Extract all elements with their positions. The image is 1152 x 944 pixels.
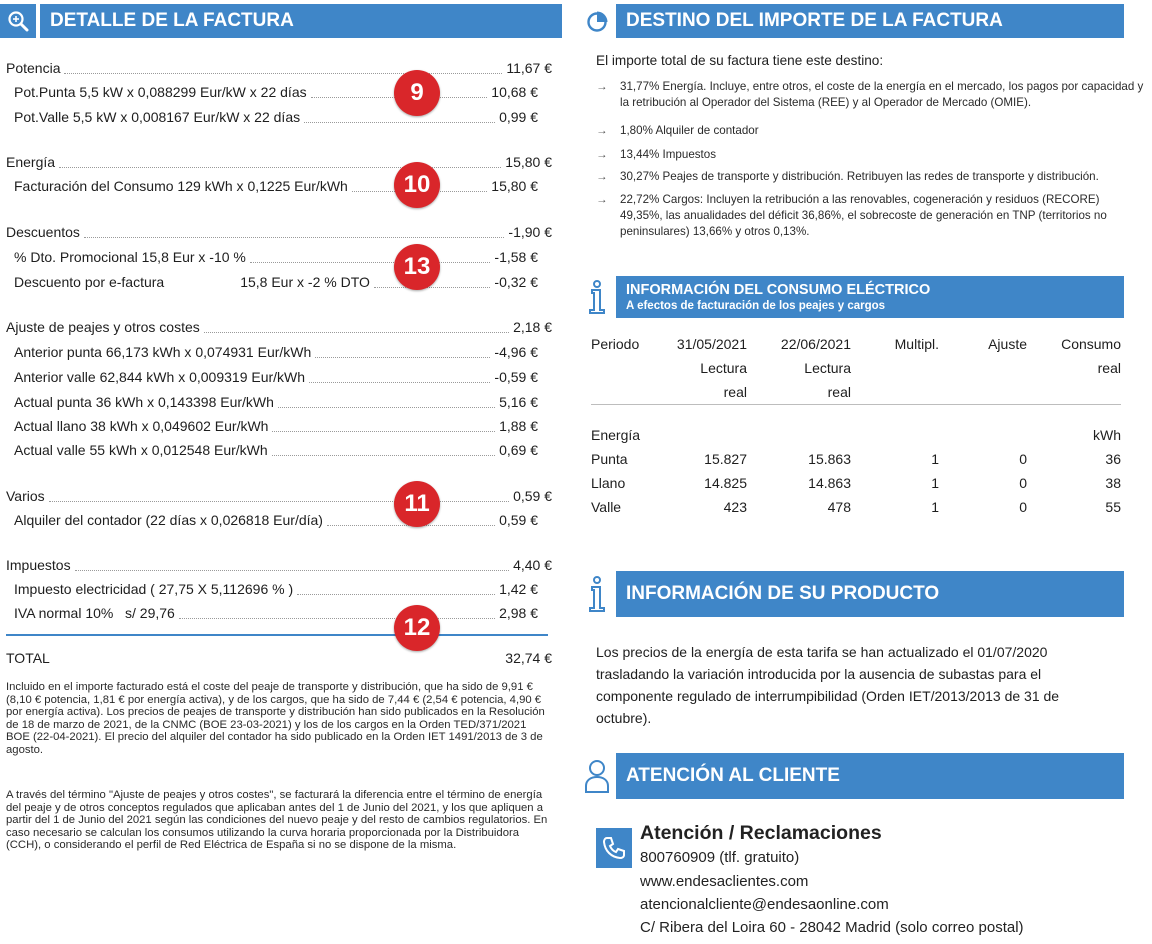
table-row: Valle 423 478 1 0 55 [591, 499, 1121, 515]
group-energia: Energía 15,80 € [6, 154, 552, 170]
line-item: % Dto. Promocional 15,8 Eur x -10 % -1,58 € [14, 249, 538, 265]
total-row: TOTAL 32,74 € [6, 650, 552, 666]
detalle-header [0, 4, 562, 38]
destino-item: → 30,27% Peajes de transporte y distribución. Retribuyen las redes de transporte y distribución. [596, 170, 1099, 183]
atencion-address: C/ Ribera del Loira 60 - 28042 Madrid (solo correo postal) [640, 919, 1024, 936]
consumo-subtitle: A efectos de facturación de los peajes y cargos [626, 299, 886, 312]
person-icon [578, 753, 616, 799]
consumo-title: INFORMACIÓN DEL CONSUMO ELÉCTRICO [626, 281, 931, 298]
info-icon [578, 571, 616, 617]
line-item: Pot.Punta 5,5 kW x 0,088299 Eur/kW x 22 días 10,68 € [14, 84, 538, 100]
table-header-row: real real [591, 380, 1121, 405]
destino-intro: El importe total de su factura tiene este destino: [596, 53, 884, 68]
magnifier-icon [0, 4, 36, 38]
group-potencia: Potencia 11,67 € [6, 60, 552, 76]
legal-note-ajuste: A través del término "Ajuste de peajes y otros costes", se facturará la diferencia entre el término de energía del peaje y de otros conceptos regulados que aplicaban antes del 1 de Junio del 2021, y los que apliquen a partir del 1 de Junio del 2021 según las condiciones del nuevo peaje y del resto de cambios regulatorios. En caso necesario se calculan los consumos utilizando la curva horaria proporcionada por la Distribuidora (CCH), o considerando el perfil de Red Eléctrica de España si no se dispone de la misma. [6, 789, 548, 851]
atencion-web[interactable]: www.endesaclientes.com [640, 873, 809, 890]
badge-12: 12 [394, 605, 440, 651]
line-item: Descuento por e-factura 15,8 Eur x -2 % DTO -0,32 € [14, 274, 538, 290]
consumo-table [591, 332, 1121, 519]
producto-title: INFORMACIÓN DE SU PRODUCTO [616, 571, 1124, 617]
atencion-email[interactable]: atencionalcliente@endesaonline.com [640, 896, 889, 913]
destino-item: → 22,72% Cargos: Incluyen la retribución a las renovables, cogeneración y residuos (RECORE) 49,35%, las anualidades del déficit 36,86%, el sobrecoste de generación en TNP (territorios no peninsulares) 13,66% y otros 0,13%. [596, 193, 1107, 238]
line-item: Actual llano 38 kWh x 0,049602 Eur/kWh 1,88 € [14, 418, 538, 434]
group-varios: Varios 0,59 € [6, 488, 552, 504]
badge-13: 13 [394, 244, 440, 290]
group-descuentos: Descuentos -1,90 € [6, 224, 552, 240]
line-item: Alquiler del contador (22 días x 0,026818 Eur/día) 0,59 € [14, 512, 538, 528]
line-item: Anterior punta 66,173 kWh x 0,074931 Eur/kWh -4,96 € [14, 344, 538, 360]
line-item: Anterior valle 62,844 kWh x 0,009319 Eur/kWh -0,59 € [14, 369, 538, 385]
phone-icon [596, 828, 632, 868]
producto-text: Los precios de la energía de esta tarifa se han actualizado el 01/07/2020 trasladando la variación introducida por la ausencia de subastas para el componente regulado de interrumpibilidad (Orden IET/2013/2013 de 31 de octubre). [596, 644, 1060, 726]
legal-note-peajes: Incluido en el importe facturado está el coste del peaje de transporte y distribución, que ha sido de 9,91 € (8,10 € potencia, 1,81 € por energía activa), y de los cargos, que ha sido de 7,44 € (2,54 € potencia, 4,90 € por energía activa). Los precios de peajes de transporte y distribución han sido publicados en la Resolución de 18 de marzo de 2021, de la CNMC (BOE 23-03-2021) y los de los cargos en la Orden TED/371/2021 BOE (22-04-2021). El precio del alquiler del contador ha sido publicado en la Orden IET 1491/2013 de 3 de agosto. [6, 681, 545, 756]
consumo-header [578, 276, 1124, 318]
badge-9: 9 [394, 70, 440, 116]
destino-title: DESTINO DEL IMPORTE DE LA FACTURA [616, 4, 1124, 38]
line-item: Impuesto electricidad ( 27,75 X 5,112696 % ) 1,42 € [14, 581, 538, 597]
info-icon [578, 276, 616, 318]
table-section-row: Energía kWh [591, 427, 1121, 443]
destino-item: → 13,44% Impuestos [596, 148, 717, 161]
total-divider [6, 634, 548, 636]
pie-chart-icon [578, 4, 616, 38]
atencion-heading: Atención / Reclamaciones [640, 822, 882, 844]
destino-item: → 31,77% Energía. Incluye, entre otros, el coste de la energía en el mercado, los pagos por capacidad y la retribución al Operador del Sistema (REE) y al Operador de Mercado (OMIE). [596, 80, 1144, 109]
group-impuestos: Impuestos 4,40 € [6, 557, 552, 573]
line-item: Actual punta 36 kWh x 0,143398 Eur/kWh 5,16 € [14, 394, 538, 410]
line-item: Pot.Valle 5,5 kW x 0,008167 Eur/kW x 22 días 0,99 € [14, 109, 538, 125]
badge-10: 10 [394, 162, 440, 208]
table-header-row: Periodo 31/05/2021 22/06/2021 Multipl. Ajuste Consumo [591, 336, 1121, 352]
atencion-header [578, 753, 1124, 799]
producto-header [578, 571, 1124, 617]
destino-item: → 1,80% Alquiler de contador [596, 124, 759, 137]
detalle-title: DETALLE DE LA FACTURA [40, 4, 562, 38]
line-item: Facturación del Consumo 129 kWh x 0,1225 Eur/kWh 15,80 € [14, 178, 538, 194]
badge-11: 11 [394, 481, 440, 527]
atencion-title: ATENCIÓN AL CLIENTE [616, 753, 1124, 799]
atencion-phone[interactable]: 800760909 (tlf. gratuito) [640, 849, 800, 866]
line-item: Actual valle 55 kWh x 0,012548 Eur/kWh 0,69 € [14, 442, 538, 458]
table-row: Llano 14.825 14.863 1 0 38 [591, 475, 1121, 491]
destino-header [578, 4, 1124, 38]
table-row: Punta 15.827 15.863 1 0 36 [591, 451, 1121, 467]
line-item: IVA normal 10% s/ 29,76 2,98 € [14, 605, 538, 621]
table-header-row: Lectura Lectura real [700, 360, 1121, 376]
group-ajuste: Ajuste de peajes y otros costes 2,18 € [6, 319, 552, 335]
